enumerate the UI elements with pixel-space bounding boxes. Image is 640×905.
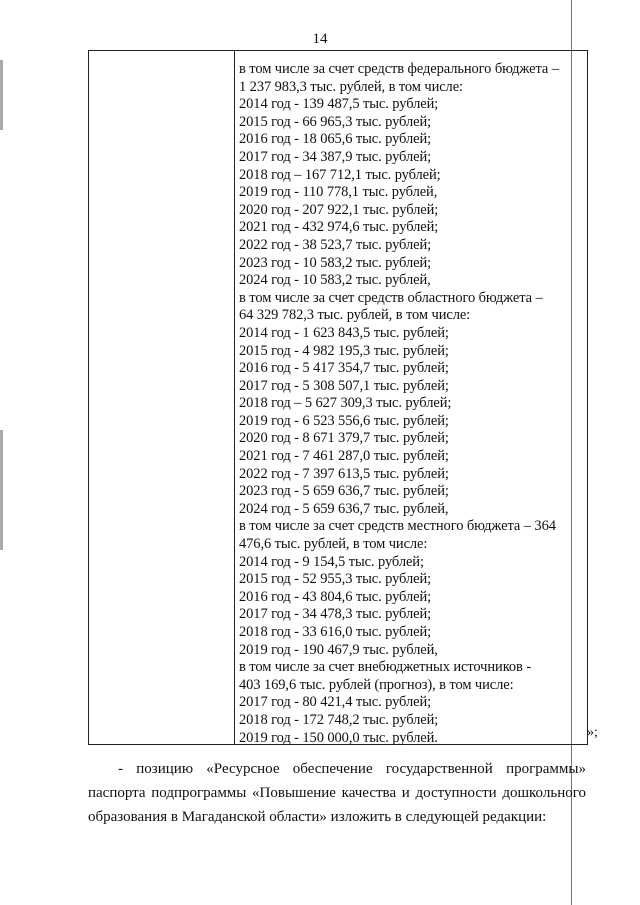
table-line: 2020 год - 8 671 379,7 тыс. рублей; [239,430,449,447]
page-number: 14 [312,31,328,47]
table-line: 2018 год – 167 712,1 тыс. рублей; [239,166,441,183]
table-line: 2019 год - 6 523 556,6 тыс. рублей; [239,412,449,429]
table-line: 2014 год - 9 154,5 тыс. рублей; [239,553,424,570]
scan-edge-mark [0,60,3,130]
table-line: 2024 год - 5 659 636,7 тыс. рублей, [239,500,449,517]
table-line: 2014 год - 1 623 843,5 тыс. рублей; [239,324,449,341]
table-line: 403 169,6 тыс. рублей (прогноз), в том числе: [239,676,514,693]
paragraph-line-3: образования в Магаданской области» изложить в следующей редакции: [88,809,547,825]
table-line: в том числе за счет средств местного бюджета – 364 [239,518,556,535]
table-line: 2014 год - 139 487,5 тыс. рублей; [239,96,439,113]
table-line: 2022 год - 38 523,7 тыс. рублей; [239,236,432,253]
table-line: в том числе за счет внебюджетных источников - [239,659,532,676]
table-line: 2016 год - 5 417 354,7 тыс. рублей; [239,360,449,377]
table-line: в том числе за счет средств федерального бюджета – [239,61,559,77]
table-line: 2019 год - 150 000,0 тыс. рублей. [239,729,438,746]
table-line: 2019 год - 110 778,1 тыс. рублей, [239,184,438,201]
table-line: 1 237 983,3 тыс. рублей, в том числе: [239,78,463,95]
table-line: 2018 год – 5 627 309,3 тыс. рублей; [239,395,452,412]
table-line: 2018 год - 172 748,2 тыс. рублей; [239,711,439,728]
closing-quote-mark: »; [587,725,598,740]
table-line: 2022 год - 7 397 613,5 тыс. рублей; [239,465,449,482]
table-line: в том числе за счет средств областного бюджета – [239,289,543,306]
scan-edge-mark [0,430,3,550]
table-column-divider [234,51,235,744]
table-line: 2023 год - 5 659 636,7 тыс. рублей; [239,483,449,500]
table-line: 2015 год - 52 955,3 тыс. рублей; [239,571,432,588]
table-line: 2017 год - 5 308 507,1 тыс. рублей; [239,377,449,394]
table-line: 2015 год - 66 965,3 тыс. рублей; [239,113,432,130]
paragraph-line-1: - позицию «Ресурсное обеспечение государственной программы» [118,761,586,777]
table-line: 2021 год - 432 974,6 тыс. рублей; [239,219,439,236]
paragraph-line-2: паспорта подпрограммы «Повышение качества и доступности дошкольного [88,785,586,801]
table-line: 2019 год - 190 467,9 тыс. рублей, [239,641,438,658]
table-line: 2017 год - 34 387,9 тыс. рублей; [239,148,432,165]
table-line: 2017 год - 80 421,4 тыс. рублей; [239,694,432,711]
table-line: 2018 год - 33 616,0 тыс. рублей; [239,624,432,640]
table-line: 476,6 тыс. рублей, в том числе: [239,536,428,553]
table-line: 2016 год - 18 065,6 тыс. рублей; [239,131,432,148]
table-line: 2017 год - 34 478,3 тыс. рублей; [239,606,432,623]
table-line: 2023 год - 10 583,2 тыс. рублей; [239,254,432,271]
table-line: 2024 год - 10 583,2 тыс. рублей, [239,272,431,289]
table-right-cell [239,61,579,747]
table-line: 2020 год - 207 922,1 тыс. рублей; [239,201,439,218]
table-line: 64 329 782,3 тыс. рублей, в том числе: [239,307,471,324]
table-line: 2016 год - 43 804,6 тыс. рублей; [239,588,432,605]
table-line: 2015 год - 4 982 195,3 тыс. рублей; [239,342,449,359]
table-line: 2021 год - 7 461 287,0 тыс. рублей; [239,448,449,465]
funding-table [88,50,588,745]
